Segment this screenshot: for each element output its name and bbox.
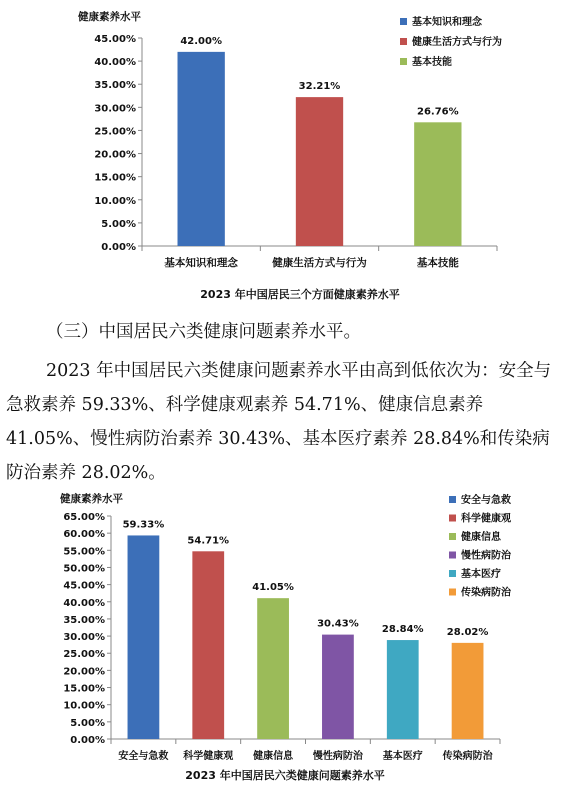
y-tick-label: 15.00% [63,683,105,695]
body-paragraph: 2023 年中国居民六类健康问题素养水平由高到低依次为：安全与急救素养 59.33%、科学健康观素养 54.71%、健康信息素养 41.05%、慢性病防治素养 30.43%、基本医疗素养 28.84%和传染病防治素养 28.02%。 [6,361,552,483]
y-tick-label: 50.00% [63,563,105,575]
data-label: 28.02% [446,626,489,638]
y-tick-label: 65.00% [63,512,105,523]
x-tick-label: 基本医疗 [382,751,423,762]
legend-swatch [449,552,456,559]
y-tick-label: 35.00% [63,614,105,626]
data-label: 41.05% [252,582,294,594]
legend-swatch [449,589,456,596]
legend-entry: 健康信息 [461,532,501,543]
y-tick-label: 5.00% [101,218,136,230]
y-tick-label: 60.00% [63,529,105,541]
legend-entry: 基本知识和理念 [412,17,482,28]
chart-three-aspects [0,0,569,305]
legend-entry: 安全与急救 [461,495,511,506]
y-tick-label: 45.00% [63,580,105,592]
bar [257,598,289,739]
bar [296,97,343,246]
x-tick-label: 安全与急救 [118,751,169,762]
y-tick-label: 25.00% [94,126,136,138]
legend-swatch [400,18,407,25]
y-tick-label: 35.00% [94,80,136,92]
y-tick-label: 10.00% [63,700,105,712]
y-tick-label: 45.00% [94,34,136,45]
chart-title: 2023 年中国居民三个方面健康素养水平 [200,288,400,301]
y-tick-label: 55.00% [63,546,105,558]
legend-entry: 健康生活方式与行为 [412,37,502,48]
y-tick-label: 30.00% [94,103,136,115]
x-tick-label: 健康生活方式与行为 [272,257,367,269]
y-tick-label: 20.00% [63,666,105,678]
bar [322,635,354,739]
bar [178,52,225,246]
y-tick-label: 20.00% [94,149,136,161]
y-tick-label: 0.00% [101,242,136,253]
x-tick-label: 基本知识和理念 [164,257,238,269]
legend-entry: 基本医疗 [461,569,501,580]
bar [192,551,224,739]
legend-entry: 慢性病防治 [461,550,511,562]
data-label: 32.21% [298,81,341,93]
x-tick-label: 基本技能 [416,257,459,269]
legend-entry: 基本技能 [412,57,452,68]
bar [128,535,160,739]
legend-swatch [400,38,407,45]
bar [414,122,461,246]
x-tick-label: 科学健康观 [183,751,234,762]
data-label: 54.71% [187,535,230,547]
x-tick-label: 慢性病防治 [312,751,363,762]
legend-swatch [449,533,456,540]
y-tick-label: 25.00% [63,649,105,661]
data-label: 30.43% [317,618,359,630]
bar [452,643,484,739]
data-label: 26.76% [417,106,459,118]
y-tick-label: 40.00% [94,57,136,69]
y-tick-label: 5.00% [70,717,105,729]
y-tick-label: 0.00% [70,735,105,746]
chart-title: 2023 年中国居民六类健康问题素养水平 [185,769,385,782]
legend-entry: 科学健康观 [461,513,511,525]
x-tick-label: 传染病防治 [442,751,493,762]
y-tick-label: 30.00% [63,632,105,644]
legend-swatch [449,515,456,522]
y-axis-label: 健康素养水平 [60,493,123,505]
chart-six-health-issues [0,488,569,796]
data-label: 59.33% [122,519,165,531]
bar [387,640,419,739]
section-heading: （三）中国居民六类健康问题素养水平。 [46,322,361,342]
data-label: 28.84% [381,624,424,636]
y-axis-label: 健康素养水平 [78,11,141,23]
data-label: 42.00% [180,35,222,47]
legend-swatch [449,570,456,577]
x-tick-label: 健康信息 [253,751,294,762]
legend-entry: 传染病防治 [461,587,511,599]
y-tick-label: 40.00% [63,597,105,609]
legend-swatch [449,496,456,503]
y-tick-label: 15.00% [94,172,136,184]
y-tick-label: 10.00% [94,195,136,207]
legend-swatch [400,58,407,65]
